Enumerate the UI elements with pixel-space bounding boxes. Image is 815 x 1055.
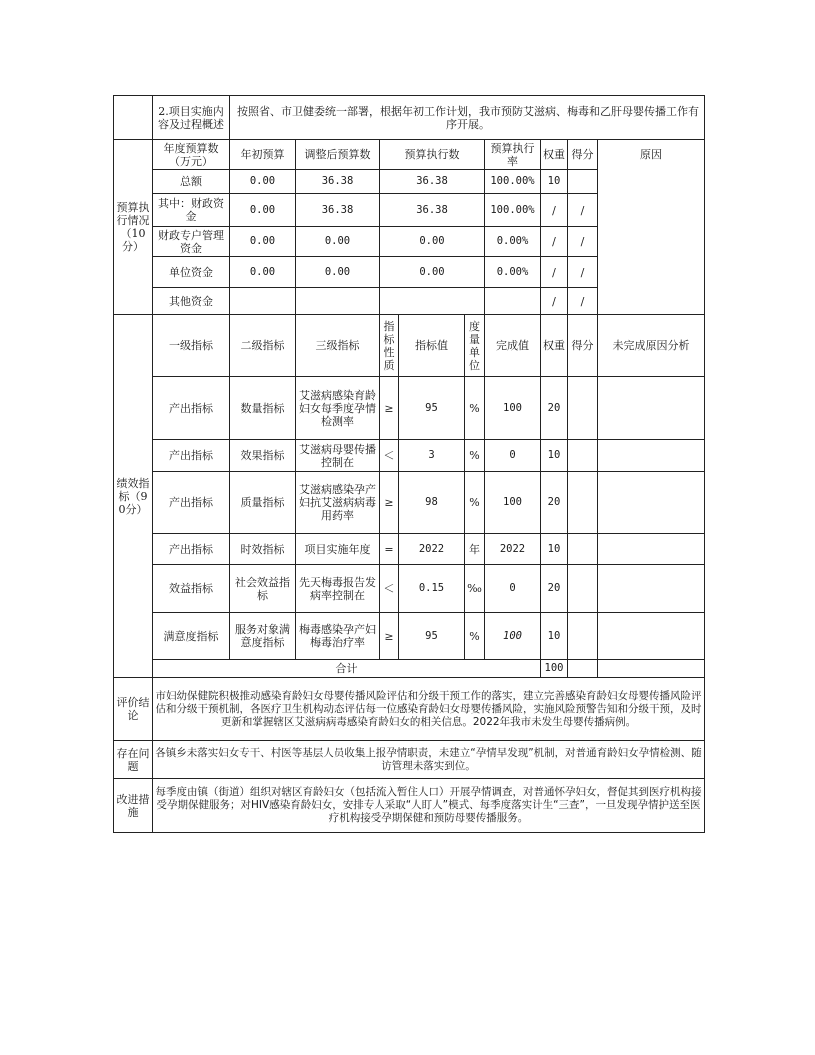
perf-header-cell: 未完成原因分析 [598,315,705,377]
perf-value: 95 [399,613,465,660]
perf-total-label: 合计 [153,660,541,678]
budget-weight: / [541,288,568,315]
perf-score [568,440,598,472]
budget-score: / [568,288,598,315]
perf-done: 0 [485,440,541,472]
budget-adjusted: 36.38 [296,194,380,227]
perf-nature: ＜ [380,440,399,472]
budget-weight: / [541,227,568,257]
budget-row-name: 总额 [153,170,230,194]
perf-weight: 10 [541,534,568,565]
evaluation-label: 评价结论 [114,678,153,741]
budget-rate: 100.00% [485,194,541,227]
perf-reason [598,534,705,565]
perf-row [114,472,705,534]
impl-label: 2.项目实施内容及过程概述 [153,96,230,140]
impl-row [114,96,705,140]
improvements-label: 改进措施 [114,779,153,833]
perf-header-cell: 三级指标 [296,315,380,377]
perf-score [568,534,598,565]
budget-rate: 0.00% [485,227,541,257]
perf-l2: 时效指标 [230,534,296,565]
impl-blank-cell [114,96,153,140]
perf-reason [598,377,705,440]
perf-nature: ＜ [380,565,399,613]
budget-rate: 0.00% [485,257,541,288]
perf-reason [598,440,705,472]
perf-row [114,534,705,565]
perf-weight: 20 [541,472,568,534]
improvements-content: 每季度由镇（街道）组织对辖区育龄妇女（包括流入暂住人口）开展孕情调查，对普通怀孕妇女，督促其到医疗机构接受孕期保健服务；对HIV感染育龄妇女，安排专人采取“人盯人”模式、每季度落实计生“三查”，一旦发现孕情护送至医疗机构接受孕期保健和预防母婴传播服务。 [153,779,705,833]
perf-score [568,613,598,660]
budget-initial [230,288,296,315]
perf-value: 98 [399,472,465,534]
perf-reason [598,613,705,660]
perf-header-cell: 权重 [541,315,568,377]
perf-nature: = [380,534,399,565]
budget-score: / [568,227,598,257]
budget-header-cell: 调整后预算数 [296,140,380,170]
budget-weight: 10 [541,170,568,194]
budget-header-cell: 年度预算数（万元） [153,140,230,170]
perf-header-cell: 完成值 [485,315,541,377]
budget-weight: / [541,194,568,227]
perf-total-row [114,660,705,678]
perf-done: 0 [485,565,541,613]
budget-rate: 100.00% [485,170,541,194]
perf-l3: 艾滋病感染孕产妇抗艾滋病病毒用药率 [296,472,380,534]
budget-adjusted: 36.38 [296,170,380,194]
perf-unit: % [465,377,485,440]
perf-unit: % [465,613,485,660]
perf-value: 0.15 [399,565,465,613]
perf-done: 100 [485,377,541,440]
perf-reason [598,472,705,534]
perf-l1: 产出指标 [153,377,230,440]
perf-l3: 梅毒感染孕产妇梅毒治疗率 [296,613,380,660]
perf-l1: 满意度指标 [153,613,230,660]
perf-header-cell: 度量单位 [465,315,485,377]
perf-reason [598,565,705,613]
budget-executed: 36.38 [380,194,485,227]
perf-l2: 数量指标 [230,377,296,440]
perf-row [114,613,705,660]
perf-total-weight: 100 [541,660,568,678]
budget-row-name: 单位资金 [153,257,230,288]
perf-score [568,565,598,613]
budget-score [568,170,598,194]
budget-adjusted: 0.00 [296,227,380,257]
perf-l1: 产出指标 [153,472,230,534]
perf-weight: 20 [541,377,568,440]
perf-done: 100 [485,613,541,660]
performance-evaluation-table [113,95,705,833]
perf-value: 3 [399,440,465,472]
perf-done: 100 [485,472,541,534]
perf-l2: 效果指标 [230,440,296,472]
impl-content: 按照省、市卫健委统一部署，根据年初工作计划，我市预防艾滋病、梅毒和乙肝母婴传播工作有序开展。 [230,96,705,140]
perf-unit: % [465,440,485,472]
perf-unit: 年 [465,534,485,565]
budget-row-name: 其中：财政资金 [153,194,230,227]
perf-l1: 效益指标 [153,565,230,613]
perf-header-cell: 得分 [568,315,598,377]
perf-header-cell: 二级指标 [230,315,296,377]
perf-score [568,472,598,534]
budget-score: / [568,257,598,288]
perf-header-cell: 指标值 [399,315,465,377]
perf-header-row [114,315,705,377]
perf-unit: ‰ [465,565,485,613]
perf-l1: 产出指标 [153,440,230,472]
perf-row [114,377,705,440]
budget-executed: 36.38 [380,170,485,194]
budget-header-cell: 预算执行数 [380,140,485,170]
budget-header-cell: 预算执行率 [485,140,541,170]
budget-row-name: 其他资金 [153,288,230,315]
budget-rate [485,288,541,315]
budget-initial: 0.00 [230,257,296,288]
perf-weight: 10 [541,613,568,660]
budget-header-cell: 原因 [598,140,705,315]
budget-initial: 0.00 [230,194,296,227]
budget-score: / [568,194,598,227]
perf-nature: ≥ [380,377,399,440]
perf-value: 2022 [399,534,465,565]
perf-total-score [568,660,598,678]
budget-adjusted [296,288,380,315]
perf-l2: 服务对象满意度指标 [230,613,296,660]
perf-nature: ≥ [380,613,399,660]
perf-row [114,440,705,472]
evaluation-content: 市妇幼保健院积极推动感染育龄妇女母婴传播风险评估和分级干预工作的落实，建立完善感染育龄妇女母婴传播风险评估和分级干预机制，各医疗卫生机构动态评估每一位感染育龄妇女母婴传播风险，实施风险预警告知和分级干预，及时更新和掌握辖区艾滋病病毒感染育龄妇女的相关信息。2022年我市未发生母婴传播病例。 [153,678,705,741]
budget-header-cell: 权重 [541,140,568,170]
perf-nature: ≥ [380,472,399,534]
budget-header-row [114,140,705,170]
perf-header-cell: 一级指标 [153,315,230,377]
perf-weight: 10 [541,440,568,472]
budget-executed: 0.00 [380,227,485,257]
perf-done: 2022 [485,534,541,565]
improvements-row [114,779,705,833]
problems-content: 各镇乡未落实妇女专干、村医等基层人员收集上报孕情职责，未建立“孕情早发现”机制，对普通育龄妇女孕情检测、随访管理未落实到位。 [153,741,705,779]
budget-initial: 0.00 [230,170,296,194]
budget-side-label: 预算执行情况（10分） [114,140,153,315]
perf-l3: 先天梅毒报告发病率控制在 [296,565,380,613]
perf-side-label: 绩效指标（90分） [114,315,153,678]
problems-label: 存在问题 [114,741,153,779]
perf-weight: 20 [541,565,568,613]
budget-row-name: 财政专户管理资金 [153,227,230,257]
budget-adjusted: 0.00 [296,257,380,288]
perf-l2: 质量指标 [230,472,296,534]
budget-header-cell: 得分 [568,140,598,170]
budget-executed: 0.00 [380,257,485,288]
perf-row [114,565,705,613]
problems-row [114,741,705,779]
perf-value: 95 [399,377,465,440]
evaluation-row [114,678,705,741]
perf-l3: 项目实施年度 [296,534,380,565]
perf-unit: % [465,472,485,534]
budget-executed [380,288,485,315]
perf-l1: 产出指标 [153,534,230,565]
perf-score [568,377,598,440]
perf-header-cell: 指标性质 [380,315,399,377]
budget-weight: / [541,257,568,288]
perf-l2: 社会效益指标 [230,565,296,613]
perf-l3: 艾滋病感染育龄妇女每季度孕情检测率 [296,377,380,440]
perf-total-reason [598,660,705,678]
budget-header-cell: 年初预算 [230,140,296,170]
budget-initial: 0.00 [230,227,296,257]
perf-l3: 艾滋病母婴传播控制在 [296,440,380,472]
